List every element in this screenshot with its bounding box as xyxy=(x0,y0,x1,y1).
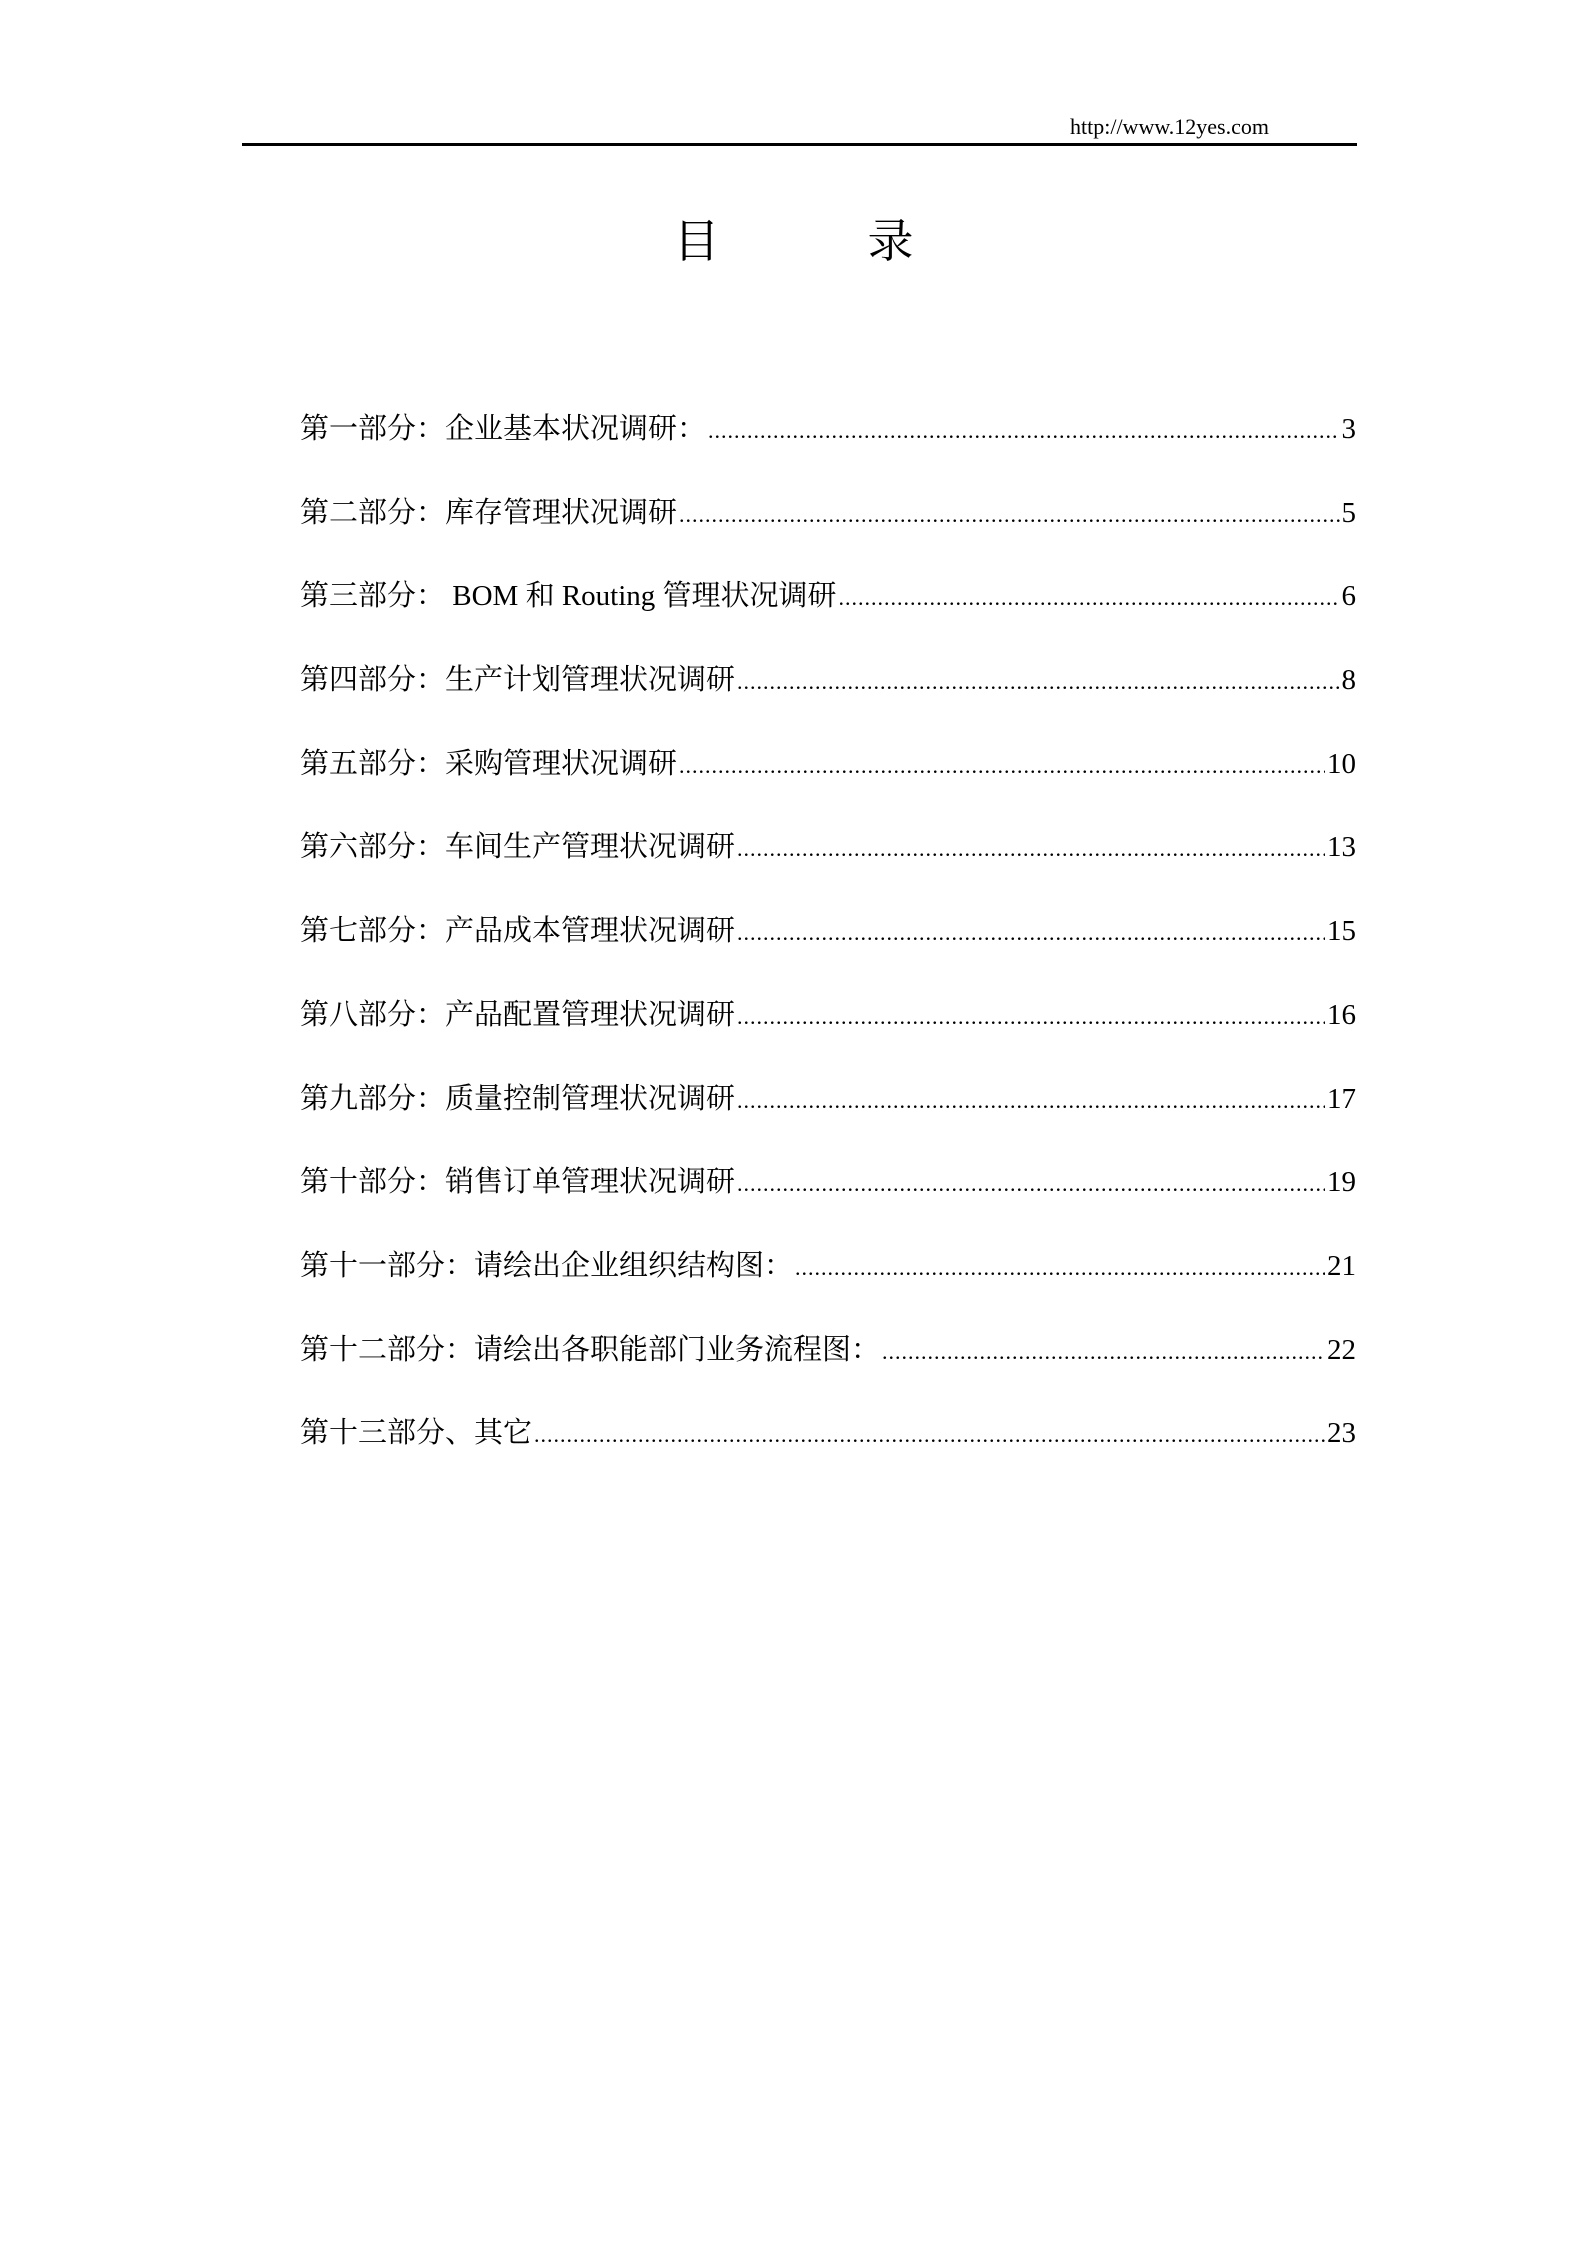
page-title xyxy=(0,205,1587,271)
toc-entry[interactable] xyxy=(300,657,1356,741)
toc-entry-label[interactable]: 第九部分：质量控制管理状况调研 xyxy=(300,1082,736,1115)
toc-dot-leader xyxy=(679,502,1339,528)
toc-page-number[interactable]: 23 xyxy=(1327,1417,1356,1450)
toc-dot-leader xyxy=(737,836,1325,862)
toc-entry-label[interactable]: 第一部分：企业基本状况调研： xyxy=(300,413,707,445)
toc-entry-label[interactable]: 第八部分：产品配置管理状况调研 xyxy=(300,998,736,1031)
header-url: http://www.12yes.com xyxy=(1070,114,1269,139)
toc-entry[interactable] xyxy=(300,406,1356,490)
toc-page-number[interactable]: 16 xyxy=(1327,998,1356,1031)
toc-entry[interactable] xyxy=(300,741,1356,825)
toc-page-number[interactable]: 19 xyxy=(1327,1166,1356,1199)
toc-page-number[interactable]: 21 xyxy=(1327,1249,1356,1282)
toc-page-number[interactable]: 3 xyxy=(1341,413,1356,445)
toc-entry[interactable] xyxy=(300,1076,1356,1160)
toc-entry[interactable] xyxy=(300,490,1356,574)
toc-entry-label[interactable]: 第六部分：车间生产管理状况调研 xyxy=(300,831,736,864)
toc-dot-leader xyxy=(534,1422,1325,1448)
toc-page-number[interactable]: 17 xyxy=(1327,1082,1356,1115)
toc-entry-label[interactable]: 第二部分：库存管理状况调研 xyxy=(300,496,678,529)
toc-dot-leader xyxy=(737,669,1339,695)
toc-dot-leader xyxy=(737,1004,1325,1030)
toc-dot-leader xyxy=(737,920,1325,946)
toc-entry[interactable] xyxy=(300,908,1356,992)
toc-entry[interactable] xyxy=(300,1159,1356,1243)
toc-entry[interactable] xyxy=(300,573,1356,657)
toc-entry-label[interactable]: 第十一部分：请绘出企业组织结构图： xyxy=(300,1249,794,1282)
toc-entry-label[interactable]: 第十部分：销售订单管理状况调研 xyxy=(300,1166,736,1199)
toc-dot-leader xyxy=(737,1171,1325,1197)
toc-page-number[interactable]: 8 xyxy=(1341,664,1356,697)
toc-dot-leader xyxy=(708,418,1339,444)
toc-page-number[interactable]: 13 xyxy=(1327,831,1356,864)
toc-entry[interactable] xyxy=(300,1410,1356,1494)
toc-entry[interactable] xyxy=(300,1243,1356,1327)
toc-dot-leader xyxy=(795,1255,1325,1281)
toc-dot-leader xyxy=(839,585,1340,611)
page-title-char: 录 xyxy=(867,216,914,267)
toc-dot-leader xyxy=(737,1088,1325,1114)
toc-entry-label[interactable]: 第十二部分：请绘出各职能部门业务流程图： xyxy=(300,1333,881,1366)
toc-entry-label[interactable]: 第十三部分、其它 xyxy=(300,1417,533,1450)
toc-page-number[interactable]: 5 xyxy=(1341,496,1356,529)
toc-dot-leader xyxy=(882,1339,1325,1365)
toc-page-number[interactable]: 15 xyxy=(1327,915,1356,948)
toc-entry-label[interactable]: 第七部分：产品成本管理状况调研 xyxy=(300,915,736,948)
toc-page-number[interactable]: 10 xyxy=(1327,747,1356,780)
toc-entry-label[interactable]: 第五部分：采购管理状况调研 xyxy=(300,747,678,780)
toc-page-number[interactable]: 6 xyxy=(1341,580,1356,613)
toc-entry[interactable] xyxy=(300,992,1356,1076)
toc-entry-label[interactable]: 第三部分： BOM 和 Routing 管理状况调研 xyxy=(300,580,837,613)
header-rule xyxy=(242,143,1357,146)
toc-dot-leader xyxy=(679,753,1325,779)
toc-entry[interactable] xyxy=(300,1327,1356,1411)
toc-entry-label[interactable]: 第四部分：生产计划管理状况调研 xyxy=(300,664,736,697)
toc-entry[interactable] xyxy=(300,824,1356,908)
page-title-char: 目 xyxy=(673,216,720,267)
toc-page-number[interactable]: 22 xyxy=(1327,1333,1356,1366)
table-of-contents xyxy=(300,406,1356,1494)
